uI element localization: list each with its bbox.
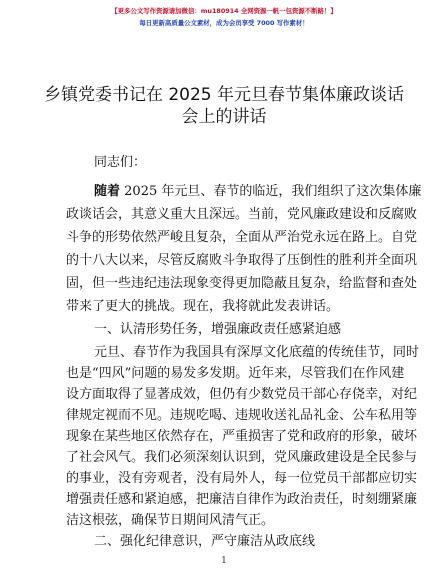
intro-line-3: 斗争的形势依然严峻且复杂，全面从严治党永远在路上。自党 [66,230,418,245]
section-1-line-6: 了社会风气。我们必须深刻认识到，党风廉政建设是全民参与 [66,450,418,465]
document-title-line-2: 会上的讲话 [181,107,267,127]
section-1-line-7: 的事业，没有旁观者，没有局外人，每一位党员干部都应切实 [66,471,418,486]
section-1-line-2: 也是“四风”问题的易发多发期。近年来，尽管我们在作风建 [66,366,405,381]
page-number: 1 [221,556,227,566]
section-1-line-1: 元旦、春节作为我国具有深厚文化底蕴的传统佳节，同时 [94,345,420,360]
intro-line-4: 的十八大以来，尽管反腐败斗争取得了压倒性的胜利并全面巩 [66,253,418,268]
salutation: 同志们： [94,155,147,170]
promo-banner-line-2: 每日更新高质量公文素材，成为会员享受 7000 写作素材！ [139,19,309,27]
document-title-line-1: 乡镇党委书记在 2025 年元旦春节集体廉政谈话 [43,85,405,105]
intro-lead-word: 随着 [94,184,121,199]
section-1-line-5: 现象在某些地区依然存在，严重损害了党和政府的形象，破坏 [66,429,418,444]
intro-line-1 [94,184,421,200]
intro-line-5: 固，但一些违纪违法现象变得更加隐蔽且复杂，给监督和查处 [66,276,418,291]
intro-line-6: 带来了更大的挑战。现在，我将就此发表讲话。 [66,299,340,314]
intro-line-1-text: 2025 年元旦、春节的临近，我们组织了这次集体廉 [120,184,422,199]
promo-banner-line-1: 【更多公文写作资源请加微信：mu180914 全网资源一帆一包资源不断路！】 [111,7,337,15]
section-1-line-8: 增强责任感和紧迫感，把廉洁自律作为政治责任，时刻绷紧廉 [66,492,418,507]
intro-line-2: 政谈话会，其意义重大且深远。当前，党风廉政建设和反腐败 [66,207,418,222]
section-1-line-9: 洁这根弦，确保节日期间风清气正。 [66,513,275,528]
section-1-line-3: 设方面取得了显著成效，但仍有少数党员干部心存侥幸，对纪 [66,387,418,402]
section-1-line-4: 律规定视而不见。违规吃喝、违规收送礼品礼金、公车私用等 [66,408,418,423]
section-1-heading: 一、认清形势任务，增强廉政责任感紧迫感 [94,322,342,337]
section-2-heading: 二、强化纪律意识，严守廉洁从政底线 [94,534,316,549]
